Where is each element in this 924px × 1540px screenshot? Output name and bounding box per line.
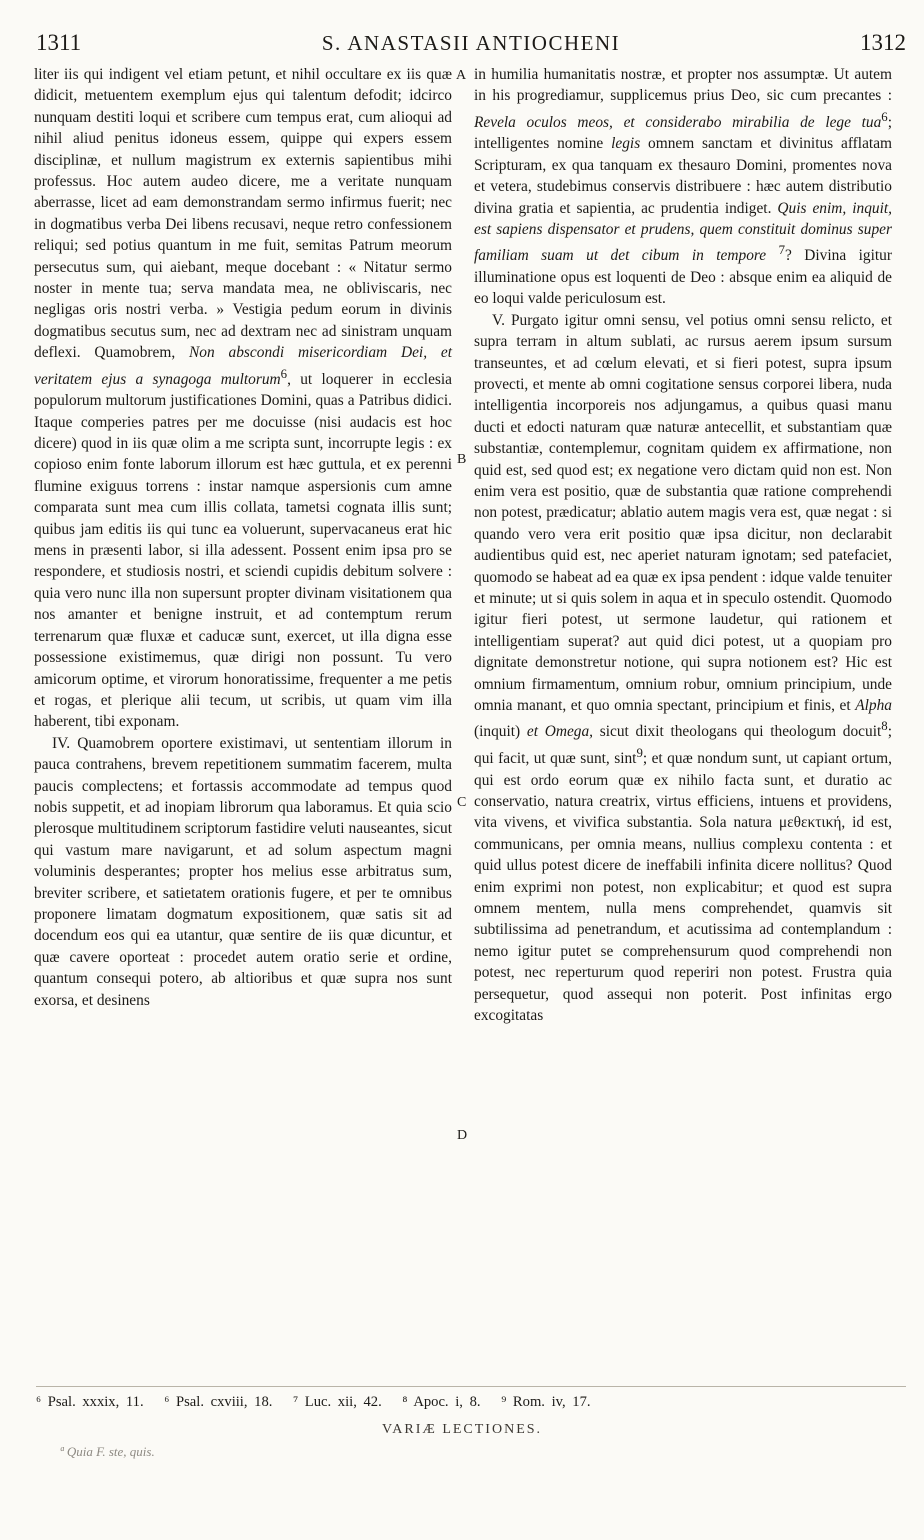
running-title: S. ANASTASII ANTIOCHENI <box>321 31 621 55</box>
page-number-left: 1311 <box>36 30 82 55</box>
footnote: ⁷ Luc. xii, 42. <box>293 1394 382 1410</box>
footnote: ⁸ Apoc. i, 8. <box>402 1394 481 1410</box>
page-header <box>36 30 906 60</box>
margin-letter-c: C <box>457 795 467 810</box>
left-paragraph-2: IV. Quamobrem oportere existimavi, ut sententiam illorum in pauca contrahens, brevem repetitionem summatim facerem, multa paucis complectens; et fortassis accommodate ad tempus quod nobis suppetit, et ad inopiam librorum qua laboramus. Et quia scio plerosque multitudinem scriptorum fastidire veluti nauseantes, sicut qui vastum mare navigarunt, et ad solum aspectum magni voluminis desperantes; propter hos melius esse arbitratus sum, breviter scribere, et satietatem orationis fugere, et per te omnibus proponere limatam dogmatum expositionem, quæ satis sit ad docendum eos qui ea utantur, quæ sentire de iis quæ dicuntur, et quæ cavere oporteat : procedet autem oratio serie et ordine, quantum consequi potero, ab altioribus et quæ supra nos sunt exorsa, et desinens <box>34 734 452 1009</box>
left-paragraph-1: liter iis qui indigent vel etiam petunt, et nihil occultare ex iis quæ didicit, metuentem exemplum ejus qui talentum defodit; idcirco nunquam destiti loqui et scribere cum tempus erat, cum alioqui ad nihil aliud penitus idoneus essem, quippe qui expers essem disciplinæ, et nullum magistrum ex externis sapientibus mihi professus. Hoc autem audeo dicere, me a veritate nunquam aberrasse, licet ad eam demonstrandam sermo infirmus fuerit; nec in dogmatibus verba Dei libens recusavi, neque retro confessionem reliqui; sed potius quantum in me fuit, semitas Patrum meorum persecutus sum, qui aiebant, meque docebant : « Nitatur sermo noster in mente tua; serva mandata mea, ne obliviscaris, nec negligas oris nostri verba. » Vestigia pedum eorum in divinis dogmatibus secutus sum, nec ad dextram nec ad sinistram unquam deflexi. Quamobrem, Non abscondi misericordiam Dei, et veritatem ejus a synagoga multorum$^6$, ut loquerer in ecclesia populorum multorum justificationes Domini, quas a Patribus didici. Itaque comperies patres per me docuisse (nisi audacis est hoc dicere) quod in iis quæ olim a me scripta sunt, incorrupte legis : ex copioso enim fonte laborum illorum est hæc guttula, et ex perenni flumine exiguus torrens : instar namque aspersionis cum amne comparata sunt mea cum illis collata, tametsi cognata illis sunt; quibus jam editis iis qui tunc ea voluerunt, supervacaneus erat hic mens in præsenti labor, si illa adessent. Possent enim ipsa pro se respondere, et studiosis nostri, et sciendi cupidis debitum solvere : quia vero nunc illa non supersunt propter divinam visitationem qua nos amanter et benigne instruit, et ad contemptum rerum terrenarum quæ fluxæ et caducæ sunt, exercet, ut illa digna esse possessione existimemus, quæ dirigi non possunt. Tu vero amicorum optime, et virorum honoratissime, frequenter a me petis et rogas, et plerique alii tecum, ut scribis, ut quam vim illa haberent, tibi exponam. <box>34 66 452 731</box>
footnote-ref: 9 <box>636 745 643 760</box>
right-column <box>474 64 892 1026</box>
footnote-ref: 7 <box>778 243 786 258</box>
footnote-ref: 6 <box>881 109 888 124</box>
footnote-ref: 8 <box>881 719 888 734</box>
right-paragraph-1: in humilia humanitatis nostræ, et propter nos assumptæ. Ut autem in his progrediamur, supplicemus prius Deo, sic cum precantes : Revela oculos meos, et considerabo mirabilia de lege tua$^6$; intelligentes nomine legis omnem sanctam et divinitus afflatam Scripturam, ex qua tanquam ex thesauro Domini, promentes nova et vetera, studebimus conservis distribuere : hæc autem distributio divina gratia et sapientia, ac prudentia indiget. Quis enim, inquit, est sapiens dispensator et prudens, quem constituit dominus super familiam suam ut det cibum in tempore $^7$? Divina igitur illuminatione opus est loquenti de Deo : absque enim ea aliquid de eo loqui valde periculosum est. <box>474 66 892 308</box>
footnote: ⁶ Psal. cxviii, 18. <box>164 1394 273 1410</box>
footnote: ⁹ Rom. iv, 17. <box>501 1394 591 1410</box>
page-number-right: 1312 <box>860 30 906 55</box>
legis-word: legis <box>611 135 641 153</box>
variae-lectiones-note: ª Quia F. ste, quis. <box>60 1444 155 1459</box>
footnotes <box>36 1386 906 1411</box>
right-paragraph-2: V. Purgato igitur omni sensu, vel potius omni sensu relicto, et supra terram in altum sublati, ac rursus aerem ipsum sursum transeuntes, et ad cœlum elevati, et si fieri potest, supra ipsum provecti, et mente ab omni cogitatione sensus corporei libera, nuda intelligentia incorporeis nos adjungamus, a quibus quasi manu ducti et edocti naturam quæ naturæ antecellit, et substantiam quæ substantiæ, contemplemur, cognitam quidem ex affirmatione, non quid est, sed quod est; ex negatione vero dictam quid non est. Non enim vera est positio, quæ de substantia quæ ratione comprehendi non potest, prædicatur; ablatio autem magis vera est, quæ negat : si quando vero vera erit positio quæ ipsa dicitur, non declarabit audientibus quid est, nec aperiet naturam ignotam; sed patefaciet, quomodo se habeat ad ea quæ ex ipsa pendent : idque valde tenuiter et minute; ut si quis solem in aqua et in speculo ostendit. Quomodo igitur fieri potest, ut sermone laudetur, qui rationem et intelligentiam superat? aut quid dici potest, ut a quopiam pro dignitate demonstretur notione, qui supra notionem est? Hic est omnium firmamentum, omnium robur, omnium principium, unde omnia manant, et quo omnia spectant, principium et finis, et Alpha (inquit) et Omega, sicut dixit theologans qui theologum docuit$^8$; qui facit, ut quæ sunt, sint$^9$; et quæ nondum sunt, ut capiant ortum, qui est ordo eorum quæ ex nihilo facta sunt, et duratio ac conservatio, natura creatrix, virtus efficiens, intuens et providens, vita vivens, et vivifica substantia. Sola natura μεθεκτική, id est, communicans, per omnia means, nullius complexu contenta : et quid ullus potest dicere de ineffabili infinita dicere nollitus? Quod enim exprimi non potest, non explicabitur; et quod est supra omnem mentem, nulla mens comprehendet, quamvis sit subtilissima ad penetrandum, et acutissima ad contemplandum : nemo igitur putet se comprehensurum quod comprehendi non potest, nec reperturum quod reperiri non potest. Frustra quia persequetur, quod assequi non poterit. Post infinitas ergo excogitatas <box>474 311 892 1024</box>
variae-lectiones-title: VARIÆ LECTIONES. <box>381 1422 543 1437</box>
left-column <box>34 64 452 1011</box>
scripture-quote: Non abscondi misericordiam Dei, et veritatem ejus a synagoga multorum <box>34 344 452 388</box>
margin-letter-b: B <box>457 452 467 467</box>
footnote-ref: 6 <box>280 366 288 381</box>
scripture-quote: Revela oculos meos, et considerabo mirabilia de lege tua <box>474 113 882 131</box>
scripture-quote: Quis enim, inquit, est sapiens dispensator et prudens, quem constituit dominus super familiam suam ut det cibum in tempore <box>474 199 892 265</box>
margin-letter-d: D <box>457 1128 468 1143</box>
footnote: ⁶ Psal. xxxix, 11. <box>36 1394 144 1410</box>
margin-letter-a: A <box>456 68 467 83</box>
alpha-word: Alpha <box>855 697 892 715</box>
omega-word: et Omega, <box>526 723 594 741</box>
